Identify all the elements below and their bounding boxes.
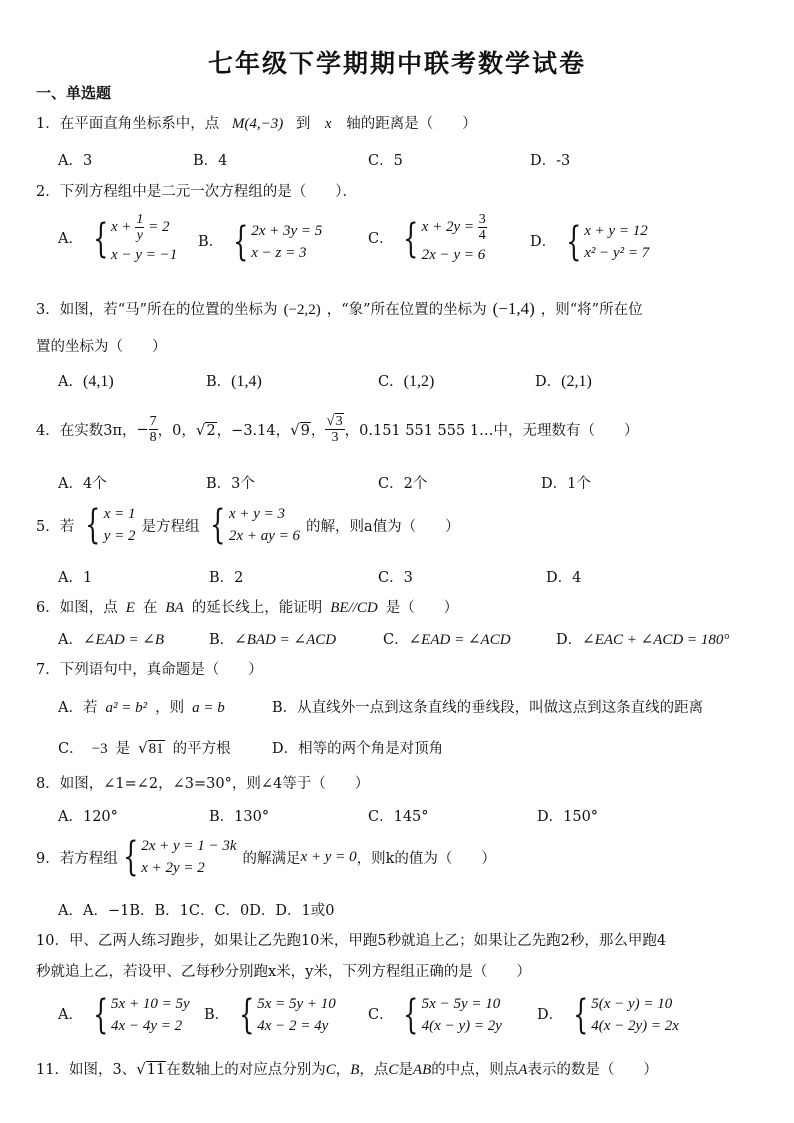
q2-d-eq1: x + y = 12 [584, 223, 648, 239]
q3-option-d[interactable]: D．(2,1) [535, 373, 592, 390]
q2-c-eq2: 2x − y = 6 [421, 247, 486, 263]
q2-a-label: A． [58, 231, 83, 247]
q4-option-d[interactable]: D．1个 [541, 476, 591, 492]
q4-sqrt-2: √2 [195, 420, 216, 439]
q4-option-c[interactable]: C．2个 [378, 476, 428, 492]
q8-option-c[interactable]: C．145° [368, 809, 429, 825]
question-2: 2．下列方程组中是二元一次方程组的是（ ）． [36, 184, 357, 200]
q10-option-d[interactable]: D． { 5(x − y) = 10 4(x − 2y) = 2x [537, 992, 679, 1038]
q9-eq1: 2x + y = 1 − 3k [141, 838, 237, 854]
question-3-line1: 3．如图，若“马”所在的位置的坐标为 (−2,2) ，“象”所在位置的坐标为 (−1,4) ，则“将”所在位 [36, 299, 643, 318]
q5-option-b[interactable]: B．2 [209, 570, 244, 586]
question-8: 8．如图，∠1=∠2，∠3=30°，则∠4等于（ ） [36, 776, 370, 792]
q4-sqrt3-over-3: $\frac{√3}{3}$ [326, 413, 343, 445]
page-title: 七年级下学期期中联考数学试卷 [207, 49, 586, 78]
question-11: 11．如图，3、√11在数轴上的对应点分别为C，B，点C是AB的中点，则点A表示的数是（ ） [36, 1060, 658, 1078]
q5-option-c[interactable]: C．3 [378, 570, 413, 586]
q1-option-b[interactable]: B．4 [193, 153, 228, 169]
q5-sol-y: y = 2 [103, 528, 136, 544]
q2-c-eq1: x + 2y = $\frac{3}{4}$ [421, 212, 486, 243]
q2-b-eq1: 2x + 3y = 5 [251, 223, 323, 239]
q9-condition: x + y = 0 [300, 848, 357, 865]
q9-options[interactable]: A．A．−1B．B．1C．C．0D．D．1或0 [58, 903, 335, 919]
q2-b-brace: { [232, 219, 249, 265]
q1-option-a[interactable]: A．3 [58, 153, 93, 169]
q8-option-d[interactable]: D．150° [537, 809, 599, 825]
q1-point: M(4,−3) [231, 116, 284, 132]
q3-option-b[interactable]: B．(1,4) [206, 373, 262, 390]
q2-b-label: B． [198, 234, 224, 250]
q8-option-a[interactable]: A．120° [58, 809, 118, 825]
q10-option-c[interactable]: C． { 5x − 5y = 10 4(x − y) = 2y [368, 992, 502, 1038]
q1-axis: x [324, 116, 332, 132]
q4-sqrt-9: √9 [290, 420, 310, 439]
question-6: 6．如图，点 E 在 BA 的延长线上，能证明 BE//CD 是（ ） [36, 600, 459, 616]
question-3-line2: 置的坐标为（ ） [36, 339, 167, 355]
q2-a-eq2: x − y = −1 [111, 247, 178, 263]
q4-option-b[interactable]: B．3个 [206, 476, 255, 492]
q7-option-c[interactable]: C． −3 是 √81 的平方根 [58, 739, 231, 757]
q1-option-c[interactable]: C．5 [368, 153, 403, 169]
q7-option-d[interactable]: D．相等的两个角是对顶角 [272, 741, 444, 757]
q5-eq2: 2x + ay = 6 [228, 528, 300, 544]
q1-stem-end: 轴的距离是（ ） [346, 116, 477, 132]
q5-option-a[interactable]: A．1 [58, 570, 93, 586]
q3-elephant-coord: (−1,4) [492, 299, 535, 318]
q6-option-c[interactable]: C．∠EAD = ∠ACD [383, 632, 511, 648]
q2-d-eq2: x² − y² = 7 [584, 245, 650, 261]
q9-eq2: x + 2y = 2 [141, 860, 205, 876]
question-5: 5．若 { x = 1 y = 2 是方程组 { x + y = 3 2x + ay = 6 的解，则a值为（ ） [36, 502, 460, 548]
q10-option-a[interactable]: A． { 5x + 10 = 5y 4x − 4y = 2 [58, 992, 190, 1038]
q2-option-b[interactable] [198, 220, 322, 264]
q7-option-b[interactable]: B．从直线外一点到这条直线的垂线段，叫做这点到这条直线的距离 [272, 700, 704, 716]
q4-option-a[interactable]: A．4个 [58, 476, 107, 492]
q2-b-eq2: x − z = 3 [251, 245, 307, 261]
q6-option-a[interactable]: A．∠EAD = ∠B [58, 632, 165, 648]
q1-to: 到 [295, 116, 311, 132]
q2-c-label: C． [368, 231, 394, 247]
question-10-line2: 秒就追上乙，若设甲、乙每秒分别跑x米，y米，下列方程组正确的是（ ） [36, 964, 531, 980]
question-4: 4．在实数3π， − $\frac{7}{8}$ ，0， √2 ，−3.14， √9 ， $\frac{√3}{3}$ ，0.151 551 555 1…中，无理数有（ ） [36, 413, 639, 445]
q2-a-eq1: x + $\frac{1}{y}$ = 2 [111, 212, 170, 243]
q5-sol-x: x = 1 [103, 506, 136, 522]
q2-option-a[interactable] [58, 212, 177, 266]
q2-c-brace: { [403, 216, 419, 262]
q2-option-c[interactable] [368, 212, 487, 266]
question-10-line1: 10．甲、乙两人练习跑步，如果让乙先跑10米，甲跑5秒就追上乙；如果让乙先跑2秒，那么甲跑4 [36, 933, 667, 949]
q2-option-d[interactable] [530, 220, 649, 264]
q5-eq1: x + y = 3 [228, 506, 285, 522]
q3-option-a[interactable]: A．(4,1) [58, 373, 114, 390]
q1-stem-start: 1．在平面直角坐标系中，点 [36, 116, 220, 132]
q2-a-brace: { [92, 216, 108, 262]
section-heading: 一、单选题 [36, 84, 112, 102]
q2-d-brace: { [565, 219, 582, 265]
question-1 [36, 112, 477, 133]
q6-option-d[interactable]: D．∠EAC + ∠ACD = 180° [556, 632, 730, 648]
q2-d-label: D． [530, 234, 557, 250]
q10-option-b[interactable]: B． { 5x = 5y + 10 4x − 2 = 4y [204, 992, 336, 1038]
q6-option-b[interactable]: B．∠BAD = ∠ACD [209, 632, 337, 648]
q3-option-c[interactable]: C．(1,2) [378, 373, 435, 390]
question-7: 7．下列语句中，真命题是（ ） [36, 662, 263, 678]
q5-option-d[interactable]: D．4 [546, 570, 582, 586]
q3-horse-coord: (−2,2) [283, 302, 321, 318]
question-9: 9．若方程组 { 2x + y = 1 − 3k x + 2y = 2 的解满足 x + y = 0 ，则k的值为（ ） [36, 834, 496, 880]
q4-fraction: $\frac{7}{8}$ [149, 414, 157, 445]
q1-option-d[interactable]: D．-3 [530, 153, 571, 169]
q7-option-a[interactable]: A．若 a² = b² ，则 a = b [58, 700, 225, 716]
q8-option-b[interactable]: B．130° [209, 809, 270, 825]
